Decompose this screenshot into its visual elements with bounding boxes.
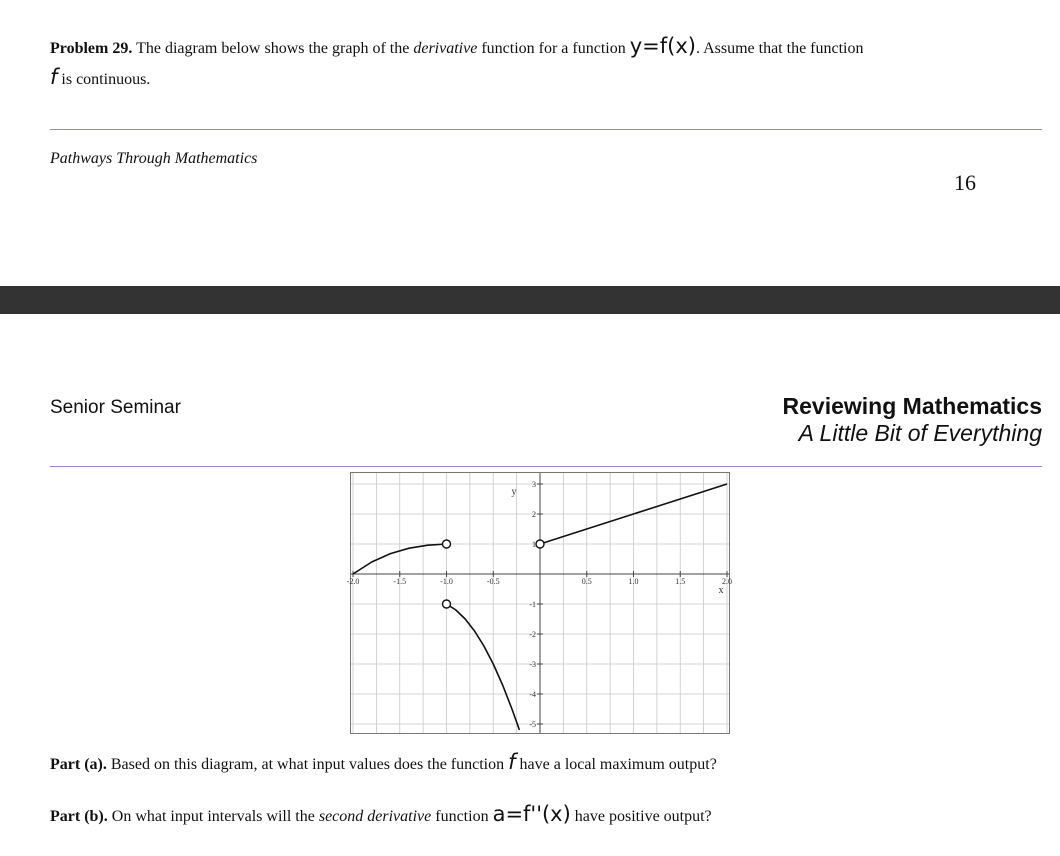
part-a-label: Part (a). <box>50 756 107 773</box>
x-tick-label: -1.5 <box>393 577 407 586</box>
part-b-text-italic: second derivative <box>318 808 432 825</box>
derivative-graph <box>346 472 732 734</box>
open-point <box>443 540 451 548</box>
problem-function-symbol: f <box>50 65 58 89</box>
x-tick-label: -2.0 <box>346 577 360 586</box>
x-tick-label: 2.0 <box>722 577 732 586</box>
footer-divider <box>50 129 1042 130</box>
open-point <box>536 540 544 548</box>
part-b-function-notation: a=f''(x) <box>492 802 571 826</box>
x-tick-label: -1.0 <box>440 577 453 586</box>
x-tick-label: 1.0 <box>628 577 639 586</box>
part-b-text-mid: function <box>435 808 489 825</box>
y-tick-label: 2 <box>532 510 536 519</box>
part-b-label: Part (b). <box>50 808 108 825</box>
part-a-text-before: Based on this diagram, at what input values does the function <box>110 756 505 773</box>
problem-statement <box>50 32 1050 94</box>
problem-text-italic: derivative <box>413 40 478 57</box>
y-tick-label: -1 <box>529 600 536 609</box>
y-tick-label: 1 <box>532 540 536 549</box>
y-tick-label: -4 <box>529 690 536 699</box>
x-tick-label: -0.5 <box>486 577 500 586</box>
part-b-text-after: have positive output? <box>574 808 712 825</box>
header-title: Reviewing Mathematics <box>782 393 1042 419</box>
part-a-function-symbol: f <box>508 750 516 774</box>
header-divider <box>50 466 1042 467</box>
part-a-text-after: have a local maximum output? <box>519 756 717 773</box>
problem-text-end: is continuous. <box>61 71 151 88</box>
y-axis-label: y <box>511 486 517 498</box>
header-course: Senior Seminar <box>50 397 181 418</box>
problem-label: Problem 29. <box>50 40 133 57</box>
problem-text-before: The diagram below shows the graph of the <box>136 40 410 57</box>
problem-text-after: . Assume that the function <box>695 40 864 57</box>
header-subtitle: A Little Bit of Everything <box>798 420 1042 446</box>
y-tick-label: 3 <box>532 480 536 489</box>
page-number: 16 <box>954 170 976 195</box>
page-separator <box>0 286 1060 314</box>
x-tick-label: 0.5 <box>581 577 592 586</box>
footer-title: Pathways Through Mathematics <box>50 150 258 167</box>
problem-function-notation: y=f(x) <box>629 34 696 58</box>
part-a <box>50 750 717 774</box>
open-point <box>443 600 451 608</box>
part-b-text-before: On what input intervals will the <box>111 808 315 825</box>
y-tick-label: -5 <box>529 720 536 729</box>
problem-text-mid: function for a function <box>481 40 626 57</box>
y-tick-label: -2 <box>529 630 536 639</box>
header-title-block <box>783 393 1042 447</box>
part-b <box>50 802 712 826</box>
y-tick-label: -3 <box>529 660 536 669</box>
x-axis-label: x <box>718 585 724 596</box>
x-tick-label: 1.5 <box>675 577 686 586</box>
